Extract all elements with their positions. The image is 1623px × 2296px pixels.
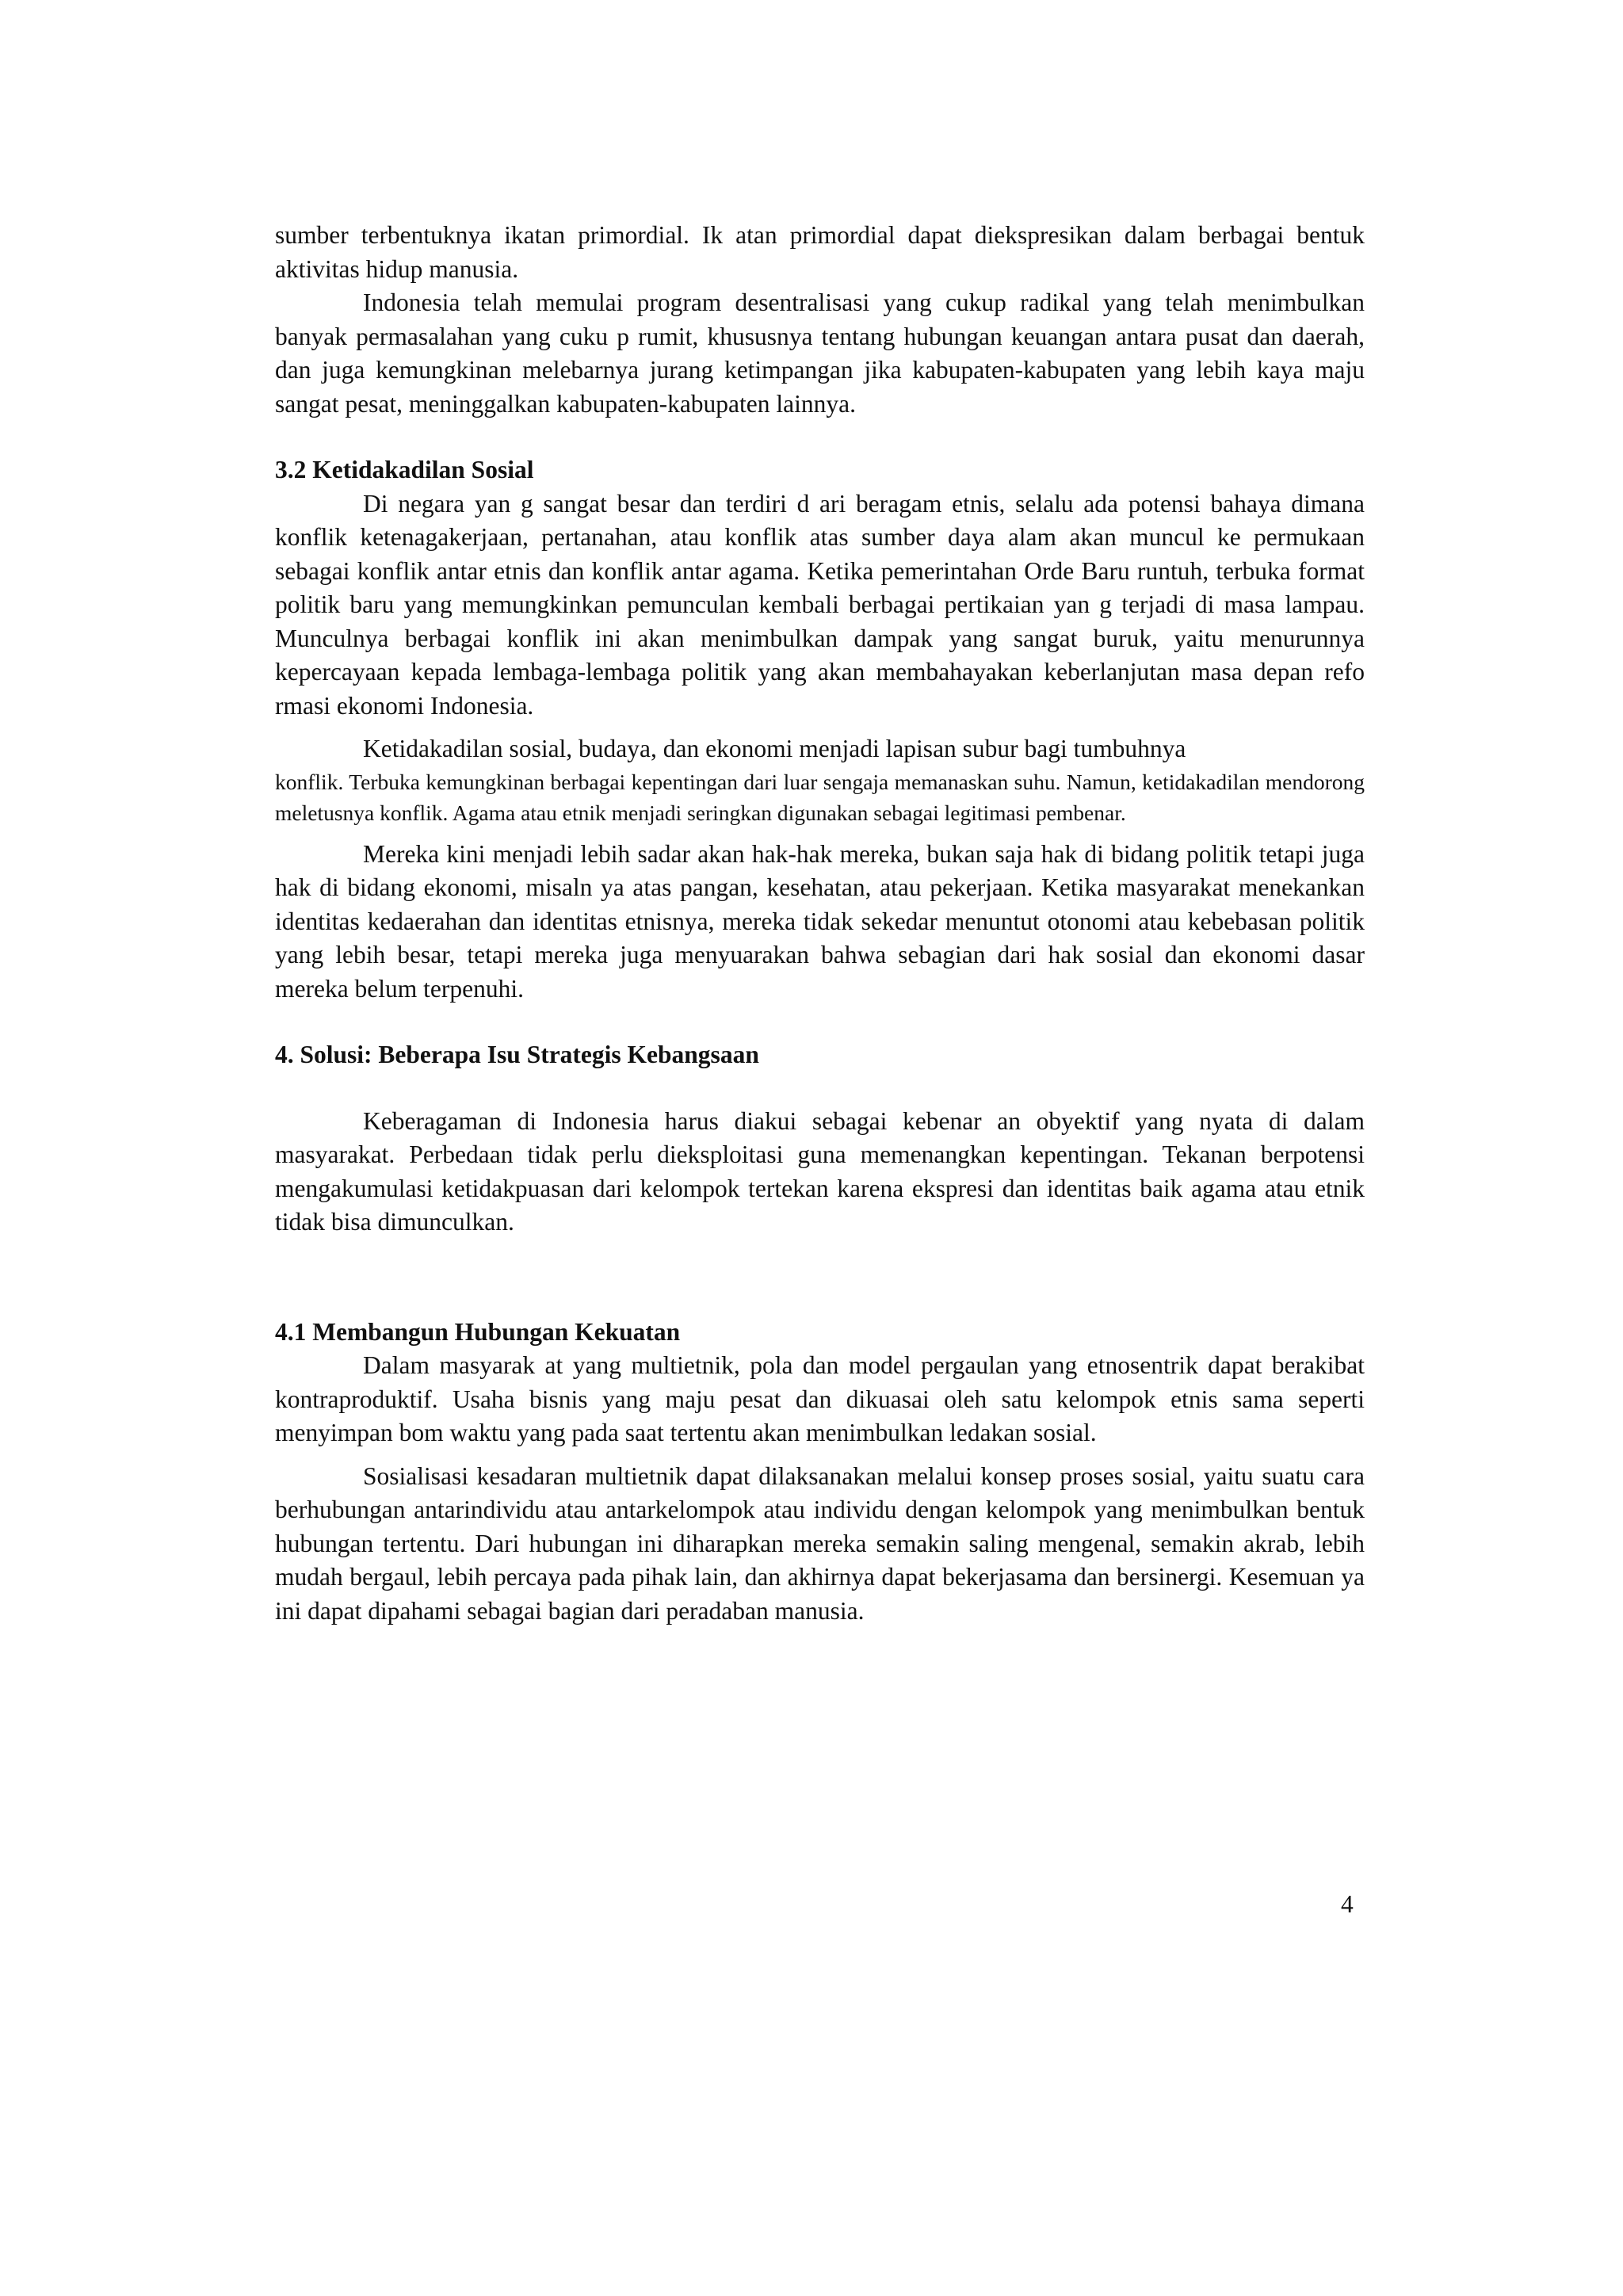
paragraph-4-1-2: Sosialisasi kesadaran multietnik dapat dilaksanakan melalui konsep proses sosial, yaitu suatu cara berhubungan antarindividu atau antarkelompok atau individu dengan kelompok yang menimbulkan bentuk hubungan tertentu. Dari hubungan ini diharapkan mereka semakin saling mengenal, semakin akrab, lebih mudah bergaul, lebih percaya pada pihak lain, dan akhirnya dapat bekerjasama dan bersinergi. Kesemuan ya ini dapat dipahami sebagai bagian dari peradaban manusia. xyxy=(275,1461,1365,1625)
paragraph-3-2-3: Mereka kini menjadi lebih sadar akan hak-hak mereka, bukan saja hak di bidang politik tetapi juga hak di bidang ekonomi, misaln ya atas pangan, kesehatan, atau pekerjaan. Ketika masyarakat menekankan identitas kedaerahan dan identitas etnisnya, mereka tidak sekedar menuntut otonomi atau kebebasan politik yang lebih besar, tetapi mereka juga menyuarakan bahwa sebagian dari hak sosial dan ekonomi dasar mereka belum terpenuhi. xyxy=(275,839,1365,1003)
heading-4-1: 4.1 Membangun Hubungan Kekuatan xyxy=(275,1317,681,1346)
paragraph-4-1: Keberagaman di Indonesia harus diakui sebagai kebenar an obyektif yang nyata di dalam masyarakat. Perbedaan tidak perlu dieksploitasi guna memenangkan kepentingan. Tekanan berpotensi mengakumulasi ketidakpuasan dari kelompok tertekan karena ekspresi dan identitas baik agama atau etnik tidak bisa dimunculkan. xyxy=(275,1106,1365,1236)
paragraph-4-1-1: Dalam masyarak at yang multietnik, pola dan model pergaulan yang etnosentrik dapat berakibat kontraproduktif. Usaha bisnis yang maju pesat dan dikuasai oleh satu kelompok etnis sama seperti menyimpan bom waktu yang pada saat tertentu akan menimbulkan ledakan sosial. xyxy=(275,1351,1365,1446)
heading-3-2: 3.2 Ketidakadilan Sosial xyxy=(275,456,534,483)
paragraph-intro-continuation: sumber terbentuknya ikatan primordial. Ik atan primordial dapat diekspresikan dalam berbagai bentuk aktivitas hidup manusia. xyxy=(275,221,1365,283)
page-content xyxy=(275,219,1365,1628)
paragraph-desentralisasi: Indonesia telah memulai program desentralisasi yang cukup radikal yang telah menimbulkan banyak permasalahan yang cuku p rumit, khususnya tentang hubungan keuangan antara pusat dan daerah, dan juga kemungkinan melebarnya jurang ketimpangan jika kabupaten-kabupaten yang lebih kaya maju sangat pesat, meninggalkan kabupaten-kabupaten lainnya. xyxy=(275,288,1365,418)
heading-4: 4. Solusi: Beberapa Isu Strategis Kebangsaan xyxy=(275,1041,759,1068)
page-number: 4 xyxy=(1341,1890,1354,1918)
paragraph-3-2-1: Di negara yan g sangat besar dan terdiri d ari beragam etnis, selalu ada potensi bahaya dimana konflik ketenagakerjaan, pertanahan, atau konflik atas sumber daya alam akan muncul ke permukaan sebagai konflik antar etnis dan konflik antar agama. Ketika pemerintahan Orde Baru runtuh, terbuka format politik baru yang memungkinkan pemunculan kembali berbagai pertikaian yan g terjadi di masa lampau. Munculnya berbagai konflik ini akan menimbulkan dampak yang sangat buruk, yaitu menurunnya kepercayaan kepada lembaga-lembaga politik yang akan membahayakan keberlanjutan masa depan refo rmasi ekonomi Indonesia. xyxy=(275,489,1365,720)
paragraph-3-2-2-lead: Ketidakadilan sosial, budaya, dan ekonomi menjadi lapisan subur bagi tumbuhnya xyxy=(363,735,1186,762)
paragraph-3-2-2-rest: konflik. Terbuka kemungkinan berbagai kepentingan dari luar sengaja memanaskan suhu. Namun, ketidakadilan mendorong meletusnya konflik. Agama atau etnik menjadi seringkan digunakan sebagai legitimasi pembenar. xyxy=(275,769,1365,825)
